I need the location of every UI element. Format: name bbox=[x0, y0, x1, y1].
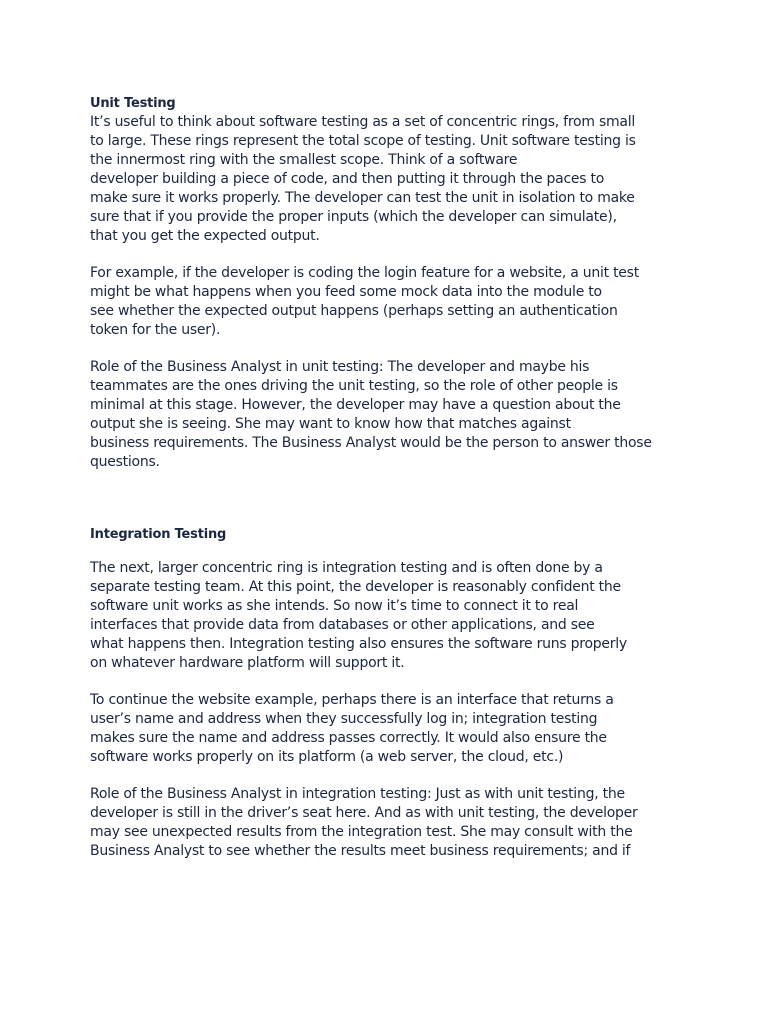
text-line: Business Analyst to see whether the results meet business requirements; and if bbox=[90, 843, 631, 859]
text-line: minimal at this stage. However, the developer may have a question about the bbox=[90, 397, 621, 413]
text-line: that you get the expected output. bbox=[90, 228, 320, 244]
text-line: questions. bbox=[90, 454, 160, 470]
document-page bbox=[90, 94, 690, 861]
paragraph bbox=[90, 264, 690, 340]
text-line: software unit works as she intends. So now it’s time to connect it to real bbox=[90, 598, 579, 614]
text-line: make sure it works properly. The developer can test the unit in isolation to make bbox=[90, 190, 635, 206]
text-line: To continue the website example, perhaps there is an interface that returns a bbox=[90, 692, 614, 708]
text-line: what happens then. Integration testing also ensures the software runs properly bbox=[90, 636, 627, 652]
text-line: output she is seeing. She may want to know how that matches against bbox=[90, 416, 571, 432]
text-line: user’s name and address when they successfully log in; integration testing bbox=[90, 711, 598, 727]
text-line: teammates are the ones driving the unit testing, so the role of other people is bbox=[90, 378, 618, 394]
text-line: see whether the expected output happens (perhaps setting an authentication bbox=[90, 303, 618, 319]
text-line: sure that if you provide the proper inputs (which the developer can simulate), bbox=[90, 209, 617, 225]
text-line: on whatever hardware platform will support it. bbox=[90, 655, 405, 671]
text-line: The next, larger concentric ring is integration testing and is often done by a bbox=[90, 560, 603, 576]
text-line: developer is still in the driver’s seat here. And as with unit testing, the developer bbox=[90, 805, 638, 821]
text-line: may see unexpected results from the integration test. She may consult with the bbox=[90, 824, 633, 840]
section-heading-integration-testing: Integration Testing bbox=[90, 527, 227, 542]
paragraph bbox=[90, 691, 690, 767]
text-line: software works properly on its platform (a web server, the cloud, etc.) bbox=[90, 749, 564, 765]
text-line: Role of the Business Analyst in integration testing: Just as with unit testing, the bbox=[90, 786, 625, 802]
text-line: For example, if the developer is coding the login feature for a website, a unit test bbox=[90, 265, 639, 281]
text-line: separate testing team. At this point, the developer is reasonably confident the bbox=[90, 579, 621, 595]
paragraph bbox=[90, 113, 690, 246]
paragraph bbox=[90, 559, 690, 673]
paragraph bbox=[90, 358, 690, 472]
text-line: interfaces that provide data from databases or other applications, and see bbox=[90, 617, 595, 633]
text-line: token for the user). bbox=[90, 322, 221, 338]
text-line: It’s useful to think about software testing as a set of concentric rings, from small bbox=[90, 114, 635, 130]
text-line: to large. These rings represent the total scope of testing. Unit software testing is bbox=[90, 133, 636, 149]
text-line: developer building a piece of code, and then putting it through the paces to bbox=[90, 171, 605, 187]
text-line: might be what happens when you feed some mock data into the module to bbox=[90, 284, 602, 300]
section-heading-unit-testing: Unit Testing bbox=[90, 96, 176, 111]
text-line: makes sure the name and address passes correctly. It would also ensure the bbox=[90, 730, 607, 746]
text-line: the innermost ring with the smallest scope. Think of a software bbox=[90, 152, 518, 168]
text-line: Role of the Business Analyst in unit testing: The developer and maybe his bbox=[90, 359, 590, 375]
paragraph bbox=[90, 785, 690, 861]
text-line: business requirements. The Business Analyst would be the person to answer those bbox=[90, 435, 652, 451]
